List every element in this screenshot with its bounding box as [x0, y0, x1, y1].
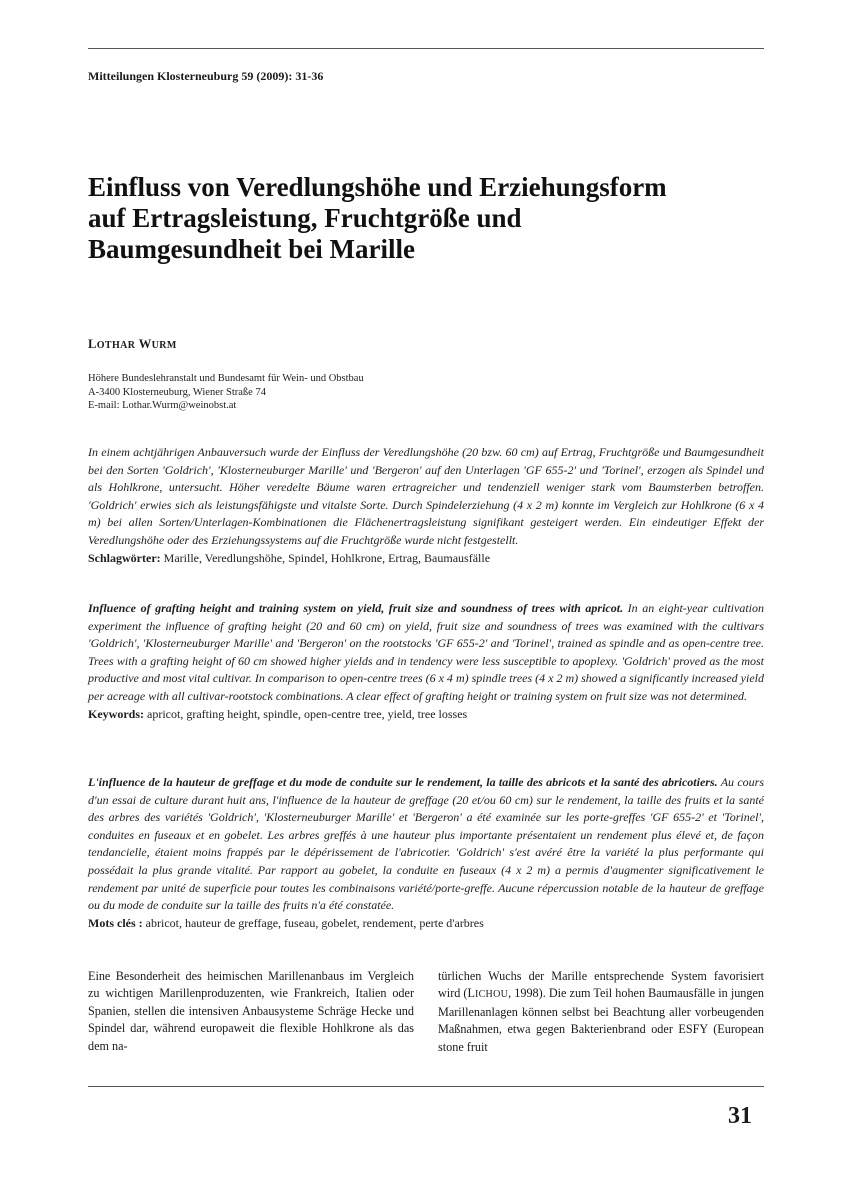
- paper-title: [88, 172, 768, 265]
- citation-author-rest: ICHOU: [474, 989, 509, 1001]
- keywords-german-label: Schlagwörter:: [88, 550, 161, 565]
- title-line-3: Baumgesundheit bei Marille: [88, 234, 416, 264]
- keywords-french-list: abricot, hauteur de greffage, fuseau, gobelet, rendement, perte d'arbres: [142, 915, 484, 930]
- page-number: 31: [728, 1103, 752, 1129]
- keywords-french: [88, 915, 764, 933]
- author-first-initial: L: [88, 337, 97, 351]
- abstract-english-title: Influence of grafting height and training system on yield, fruit size and soundness of trees with apricot.: [88, 601, 624, 615]
- affiliation-email: E-mail: Lothar.Wurm@weinobst.at: [88, 400, 237, 411]
- author-affiliation: [88, 372, 364, 413]
- affiliation-institution: Höhere Bundeslehranstalt und Bundesamt für Wein- und Obstbau: [88, 373, 364, 384]
- abstract-german: [88, 444, 764, 567]
- abstract-french-title: L'influence de la hauteur de greffage et du mode de conduite sur le rendement, la taille des abricots et la santé des abricotiers.: [88, 775, 718, 789]
- author-last-initial: W: [138, 337, 152, 351]
- keywords-german: [88, 550, 764, 568]
- title-line-2: auf Ertragsleistung, Fruchtgröße und: [88, 203, 522, 233]
- abstract-french-text: Au cours d'un essai de culture durant huit ans, l'influence de la hauteur de greffage (20 et/ou 60 cm) sur le rendement, la taille des fruits et la santé des arbres des variétés 'Goldrich', 'Klosterneuburger Marille' et 'Bergeron' a été examinée sur les porte-greffes 'GF 655-2' et 'Torinel', conduites en fuseaux et en gobelet. Les arbres greffés à une hauteur plus importante présentaient un rendement plus élevé et, de façon tendancielle, étaient moins frappés par le dépérissement de l'abricotier. 'Goldrich' s'est avéré être la variété la plus performante qui possédait la plus grande vitalité. Par rapport au gobelet, la conduite en fuseaux (4 x 2 m) a permis d'augmenter significativement le rendement par unité de superficie pour toutes les combinaisons variété/porte-greffe. Aucune répercussion notable de la hauteur de greffage ou du mode de conduite sur la taille des fruits n'a été constatée.: [88, 775, 764, 913]
- abstract-english: [88, 600, 764, 723]
- body-right-text-end: , 1998). Die zum Teil hohen Baumausfälle in jungen Marillenanlagen können selbst bei Beachtung aller vorbeugenden Maßnahmen, etwa gegen Bakterienbrand oder ESFY (European stone fruit: [438, 986, 764, 1054]
- keywords-german-list: Marille, Veredlungshöhe, Spindel, Hohlkrone, Ertrag, Baumausfälle: [160, 550, 491, 565]
- body-column-left: Eine Besonderheit des heimischen Marillenanbaus im Vergleich zu wichtigen Marillenproduzenten, wie Frankreich, Italien oder Spanien, stellen die intensiven Anbausysteme Schräge Hecke und Spindel dar, während europaweit die flexible Hohlkrone als das dem na-: [88, 969, 414, 1053]
- keywords-english: [88, 706, 764, 724]
- keywords-english-label: Keywords:: [88, 706, 144, 721]
- abstract-french: [88, 774, 764, 932]
- keywords-french-label: Mots clés :: [88, 915, 143, 930]
- header-rule: [88, 48, 764, 49]
- author-name: [88, 337, 177, 352]
- title-line-1: Einfluss von Veredlungshöhe und Erziehungsform: [88, 172, 667, 202]
- author-last-rest: URM: [151, 340, 177, 351]
- journal-citation: Mitteilungen Klosterneuburg 59 (2009): 31-36: [88, 69, 324, 83]
- abstract-english-text: In an eight-year cultivation experiment the influence of grafting height (20 and 60 cm) on yield, fruit size and soundness of trees was examined with the cultivars 'Goldrich', 'Klosterneuburger Marille' and 'Bergeron' on the rootstocks 'GF 655-2' and 'Torinel', trained as spindle and as open-centre tree. Trees with a grafting height of 60 cm showed higher yields and in tendency were less susceptible to apoplexy. 'Goldrich' proved as the most productive and most vital cultivar. In comparison to open-centre trees (6 x 4 m) spindle trees (4 x 2 m) showed a significantly increased yield per acreage with all cultivar-rootstock combinations. A clear effect of grafting height or training system on fruit size was not determined.: [88, 601, 764, 703]
- body-column-right: [438, 968, 764, 1056]
- footer-rule: [88, 1086, 764, 1087]
- body-right-text-start: türlichen Wuchs der Marille entsprechende System favorisiert wird (: [438, 969, 764, 1001]
- author-first-rest: OTHAR: [96, 340, 136, 351]
- abstract-german-text: In einem achtjährigen Anbauversuch wurde der Einfluss der Veredlungshöhe (20 bzw. 60 cm) auf Ertrag, Fruchtgröße und Baumgesundheit bei den Sorten 'Goldrich', 'Klosterneuburger Marille' und 'Bergeron' auf den Unterlagen 'GF 655-2' und 'Torinel', erzogen als Spindel und als Hohlkrone, untersucht. Höher veredelte Bäume waren ertragreicher und tendenziell weniger stark vom Baumsterben betroffen. 'Goldrich' erwies sich als leistungsfähigste und vitalste Sorte. Durch Spindelerziehung (4 x 2 m) konnte im Vergleich zur Hohlkrone (6 x 4 m) bei allen Sorten/Unterlagen-Kombinationen die Flächenertragsleistung signifikant gesteigert werden. Ein eindeutiger Effekt der Veredlungshöhe oder des Erziehungssystems auf die Fruchtgröße wurde nicht festgestellt.: [88, 445, 764, 547]
- citation-author-initial: L: [467, 986, 475, 1001]
- keywords-english-list: apricot, grafting height, spindle, open-centre tree, yield, tree losses: [144, 706, 468, 721]
- affiliation-address: A-3400 Klosterneuburg, Wiener Straße 74: [88, 386, 266, 398]
